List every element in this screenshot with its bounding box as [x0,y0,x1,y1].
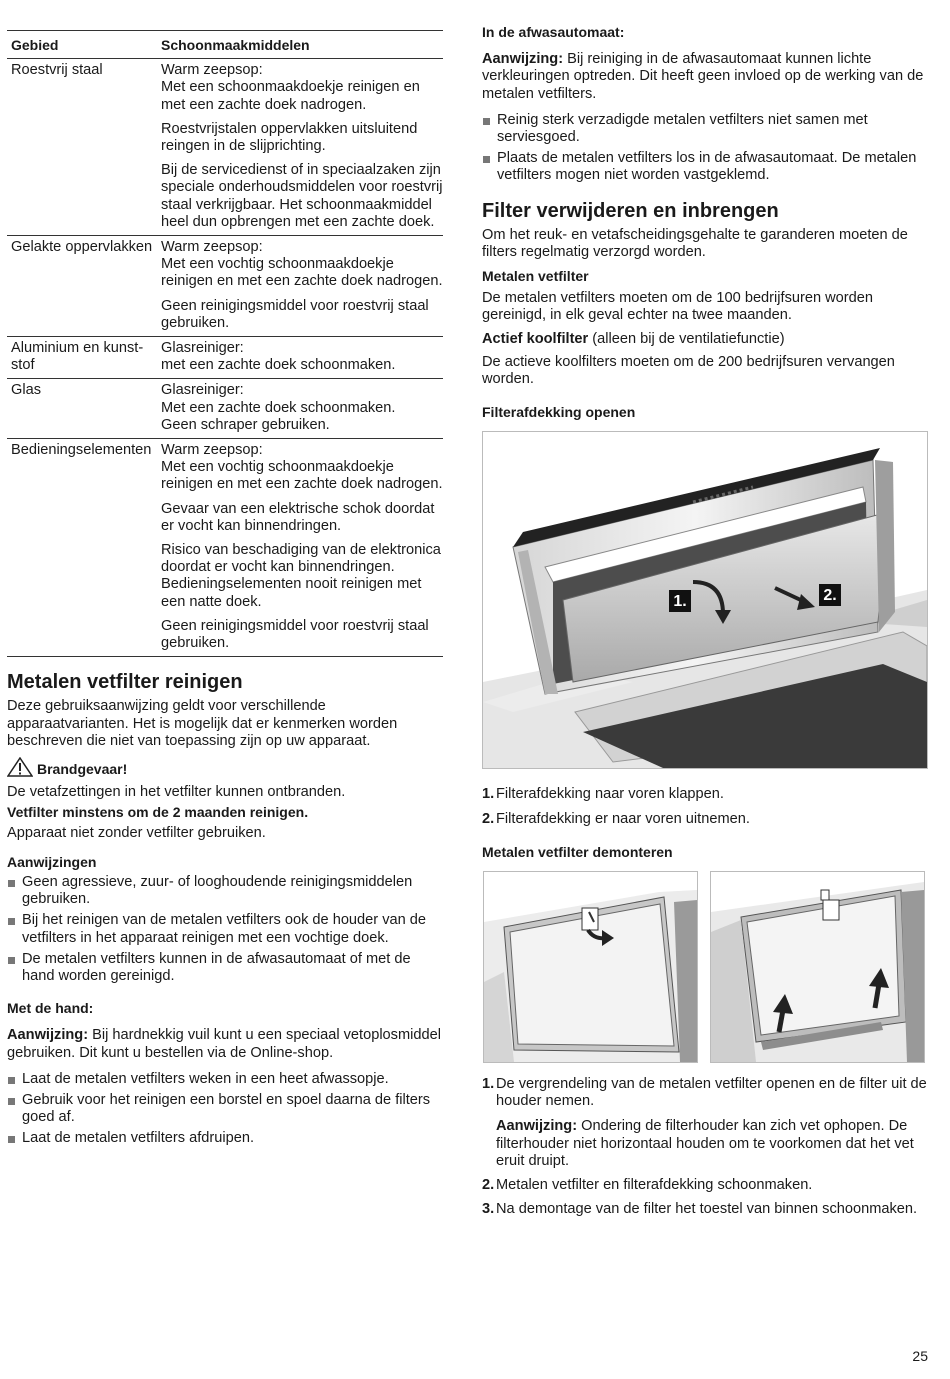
list-item: Laat de metalen vetfilters afdruipen. [7,1130,443,1147]
table-cell-paragraph: Warm zeepsop: Met een vochtig schoonmaakdoekje reinigen en met een zachte doek nadrogen. [161,239,443,290]
warning-line-2: Vetfilter minstens om de 2 maanden reinigen. [7,804,309,821]
table-cell-paragraph: Roestvrijstalen oppervlakken uitsluitend reingen in de slijprichting. [161,120,418,155]
hints-heading: Aanwijzingen [7,853,97,870]
figure-label-1: 1. [673,593,687,611]
table-header-row [7,31,443,59]
list-item: 1. De vergrendeling van de metalen vetfilter openen en de filter uit de houder nemen. [482,1076,927,1110]
list-item: 2. Metalen vetfilter en filterafdekking schoonmaken. [482,1177,813,1194]
by-hand-note [7,1027,443,1061]
table-body [7,59,443,657]
filter-intro: Om het reuk- en vetafscheidingsgehalte te garanderen moeten de filters regelmatig verzorgd worden. [482,226,908,260]
list-item: Laat de metalen vetfilters weken in een heet afwassopje. [7,1071,443,1088]
table-cell-paragraph: Warm zeepsop: Met een schoonmaakdoekje reinigen en met een zachte doek nadrogen. [161,62,420,113]
list-item: Bij het reinigen van de metalen vetfilters ook de houder van de vetfilters in het apparaat reinigen met een vochtige doek. [7,912,443,946]
table-row [7,337,443,379]
dismount-heading: Metalen vetfilter demonteren [482,843,673,860]
filter-dismount-illustrations [482,871,928,1065]
table-cell-agents [157,337,443,379]
table-cell-paragraph: Glasreiniger: met een zachte doek schoonmaken. [161,340,396,374]
cleaning-table [7,30,443,657]
cover-heading: Filterafdekking openen [482,404,636,421]
dishwasher-list [482,112,928,185]
warning-line-3: Apparaat niet zonder vetfilter gebruiken. [7,824,266,841]
dismount-steps-continued [482,1177,928,1218]
note-text: Ondering de filterhouder kan zich vet ophopen. De filterhouder niet horizontaal houden om te voorkomen dat het vet eruit druipt. [496,1118,914,1169]
note-label: Aanwijzing: [496,1118,578,1135]
table-cell-agents [157,439,443,657]
table-header-agents: Schoonmaakmiddelen [157,31,443,59]
list-item: Reinig sterk verzadigde metalen vetfilters niet samen met serviesgoed. [482,112,928,146]
section-heading-clean-filter: Metalen vetfilter reinigen [7,671,243,694]
table-cell-area: Roestvrij staal [7,59,157,236]
table-cell-paragraph: Geen reinigingsmiddel voor roestvrij staal gebruiken. [161,297,429,331]
cover-steps [482,786,928,827]
metal-filter-text: De metalen vetfilters moeten om de 100 bedrijfsuren worden gereinigd, in elk geval echter na twee maanden. [482,290,873,324]
table-cell-area: Aluminium en kunststof [7,337,157,379]
table-cell-area: Bedieningselementen [7,439,157,657]
table-cell-agents [157,59,443,236]
table-cell-paragraph: Geen reinigingsmiddel voor roestvrij staal gebruiken. [161,617,429,652]
hints-list [7,874,443,985]
left-column [7,30,443,1152]
warning-title: Brandgevaar! [37,760,128,777]
table-cell-area: Gelakte oppervlakken [7,236,157,337]
table-cell-paragraph: Bij de servicedienst of in speciaalzaken zijn speciale onderhoudsmiddelen voor roestvrij staal verkrijgbaar. Het schoonmaakmiddel heel dun opbrengen met een zachte doek. [161,162,443,230]
warning-block [7,757,443,842]
list-item: Plaats de metalen vetfilters los in de afwasautomaat. De metalen vetfilters mogen niet worden vastgeklemd. [482,150,928,184]
carbon-filter-text: De actieve koolfilters moeten om de 200 bedrijfsuren vervangen worden. [482,353,895,388]
dismount-note [482,1118,928,1170]
warning-title-row [7,757,443,781]
table-cell-agents [157,379,443,439]
by-hand-list [7,1071,443,1148]
table-cell-paragraph: Glasreiniger: Met een zachte doek schoonmaken. Geen schraper gebruiken. [161,382,396,433]
note-text: Bij hardnekkig vuil kunt u een speciaal vetoplosmiddel gebruiken. Dit kunt u bestellen via de Online-shop. [7,1027,441,1061]
table-row [7,236,443,337]
table-cell-paragraph: Gevaar van een elektrische schok doordat er vocht kan binnendringen. [161,500,435,534]
carbon-filter-heading: Actief koolfilter [482,330,589,347]
hood-cover-illustration [482,431,928,769]
intro-paragraph: Deze gebruiksaanwijzing geldt voor verschillende apparaatvarianten. Het is mogelijk dat er kenmerken worden beschreven die niet van toepassing zijn op uw apparaat. [7,698,398,749]
list-item: Gebruik voor het reinigen een borstel en spoel daarna de filters goed af. [7,1092,443,1126]
table-cell-agents [157,236,443,337]
table-cell-paragraph: Warm zeepsop: Met een vochtig schoonmaakdoekje reinigen en met een zachte doek nadrogen. [161,442,443,493]
by-hand-heading: Met de hand: [7,1000,94,1017]
list-item: De metalen vetfilters kunnen in de afwasautomaat of met de hand worden gereinigd. [7,951,443,985]
note-label: Aanwijzing: [482,51,564,68]
right-column [482,24,928,1218]
dishwasher-heading: In de afwasautomaat: [482,24,625,40]
list-item: Geen agressieve, zuur- of looghoudende reinigingsmiddelen gebruiken. [7,874,443,908]
filter-unlock-illustration [483,871,698,1063]
list-item: 2. Filterafdekking er naar voren uitnemen. [482,810,750,827]
table-cell-paragraph: Risico van beschadiging van de elektronica doordat er vocht kan binnendringen. Bedieningselementen nooit reinigen met een natte doek. [161,542,441,610]
filter-remove-illustration [710,871,925,1063]
hood-illustration-svg [483,432,927,768]
dishwasher-note [482,51,928,103]
dismount-steps [482,1076,928,1110]
figure-label-2: 2. [823,587,837,605]
note-label: Aanwijzing: [7,1027,89,1044]
page-number: 25 [912,1347,928,1364]
note-text: Bij reiniging in de afwasautomaat kunnen lichte verkleuringen optreden. Dit heeft geen invloed op de werking van de metalen vetfilters. [482,51,924,102]
metal-filter-heading: Metalen vetfilter [482,268,589,285]
list-item: 3. Na demontage van de filter het toestel van binnen schoonmaken. [482,1201,918,1218]
warning-line-1: De vetafzettingen in het vetfilter kunnen ontbranden. [7,784,346,801]
section-heading-filter-remove: Filter verwijderen en inbrengen [482,199,779,222]
table-row [7,379,443,439]
carbon-filter-suffix: (alleen bij de ventilatiefunctie) [588,330,785,347]
table-cell-area: Glas [7,379,157,439]
carbon-filter-line [482,331,928,348]
table-row [7,439,443,657]
table-row [7,59,443,236]
list-item: 1. Filterafdekking naar voren klappen. [482,786,724,803]
warning-triangle-icon [7,757,33,781]
table-header-area: Gebied [7,31,157,59]
